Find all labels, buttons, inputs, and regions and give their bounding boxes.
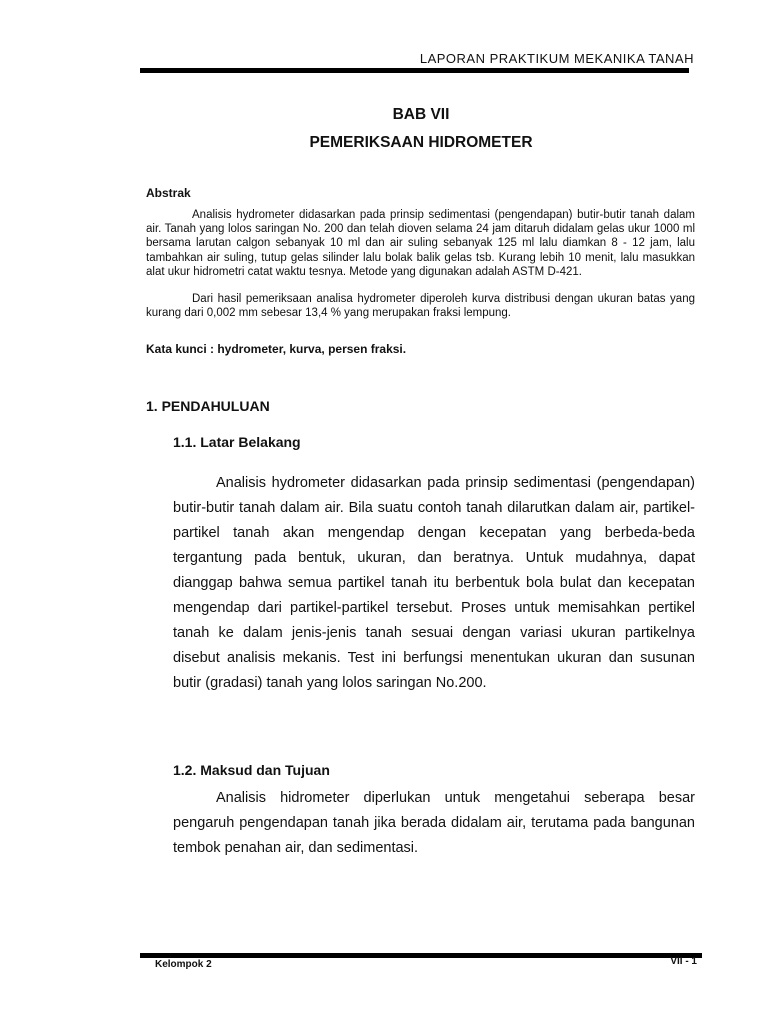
- footer-group-label: Kelompok 2: [155, 959, 212, 970]
- header-rule: [140, 68, 689, 73]
- abstract-paragraph-2: Dari hasil pemeriksaan analisa hydrometer diperoleh kurva distribusi dengan ukuran batas yang kurang dari 0,002 mm sebesar 13,4 % yang merupakan fraksi lempung.: [146, 293, 695, 320]
- latar-belakang-paragraph: Analisis hydrometer didasarkan pada prinsip sedimentasi (pengendapan) butir-butir tanah dalam air. Bila suatu contoh tanah dilarutkan dalam air, partikel-partikel tanah akan mengendap dengan kecepatan yang berbeda-beda tergantung pada bentuk, ukuran, dan beratnya. Untuk mudahnya, dapat dianggap bahwa semua partikel tanah itu berbentuk bola bulat dan kecepatan mengendap dari partikel-partikel tersebut. Proses untuk memisahkan pertikel tanah ke dalam jenis-jenis tanah sesuai dengan variasi ukuran partikelnya disebut analisis mekanis. Test ini berfungsi menentukan ukuran dan susunan butir (gradasi) tanah yang lolos saringan No.200.: [173, 475, 695, 691]
- abstract-paragraph-1: Analisis hydrometer didasarkan pada prinsip sedimentasi (pengendapan) butir-butir tanah dalam air. Tanah yang lolos saringan No. 200 dan telah dioven selama 24 jam ditaruh didalam gelas ukur 1000 ml bersama larutan calgon sebanyak 10 ml dan air suling sebanyak 125 ml lalu diamkan 8 - 12 jam, lalu tambahkan air suling, tutup gelas silinder lalu bolak balik gelas tsb. Kurang lebih 10 menit, lalu masukkan alat ukur hidrometri catat waktu tesnya. Metode yang digunakan adalah ASTM D-421.: [146, 209, 695, 278]
- page-number: VII - 1: [670, 956, 697, 967]
- abstract-heading: Abstrak: [146, 186, 191, 200]
- section-heading-maksud-tujuan: 1.2. Maksud dan Tujuan: [173, 762, 330, 778]
- chapter-title: PEMERIKSAAN HIDROMETER: [309, 134, 533, 151]
- maksud-tujuan-paragraph: Analisis hidrometer diperlukan untuk mengetahui seberapa besar pengaruh pengendapan tanah jika berada didalam air, terutama pada bangunan tembok penahan air, dan sedimentasi.: [173, 790, 695, 856]
- keywords: Kata kunci : hydrometer, kurva, persen fraksi.: [146, 342, 407, 356]
- section-heading-latar-belakang: 1.1. Latar Belakang: [173, 434, 301, 450]
- section-heading-pendahuluan: 1. PENDAHULUAN: [146, 398, 270, 414]
- chapter-number: BAB VII: [392, 106, 450, 123]
- running-header: LAPORAN PRAKTIKUM MEKANIKA TANAH: [419, 51, 694, 66]
- footer-rule: [140, 953, 702, 958]
